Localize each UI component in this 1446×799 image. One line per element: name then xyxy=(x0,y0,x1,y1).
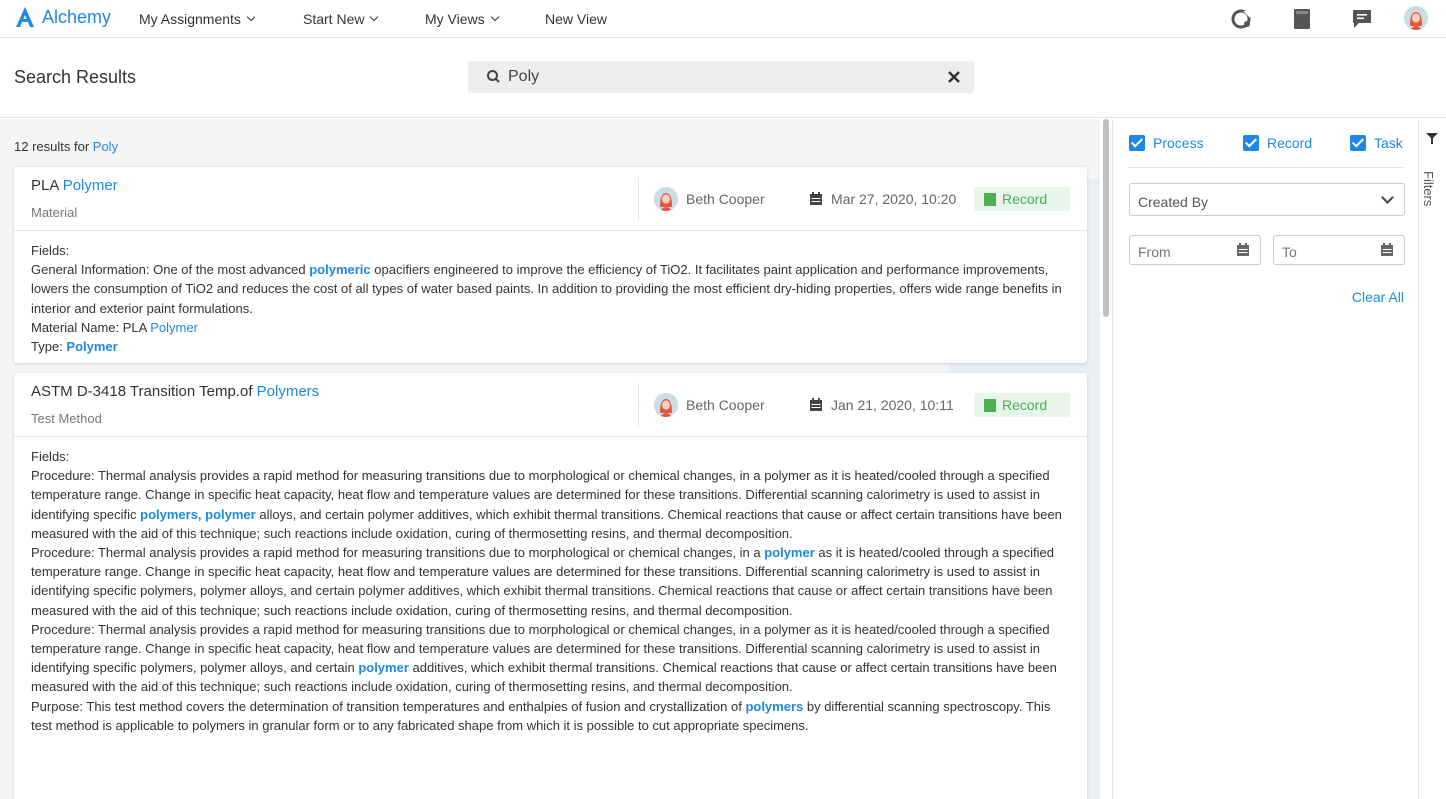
record-icon xyxy=(984,193,996,206)
field-highlight: Polymer xyxy=(66,339,118,355)
result-date xyxy=(809,191,956,207)
field-highlight: polymer xyxy=(764,545,815,561)
user-avatar-icon xyxy=(1404,6,1428,30)
results-query[interactable]: Poly xyxy=(92,139,119,154)
result-title-text: ASTM D-3418 Transition Temp.of xyxy=(31,383,257,400)
badge-label: Record xyxy=(1002,191,1048,207)
checkbox-checked-icon xyxy=(1243,135,1259,151)
chat-icon[interactable] xyxy=(1350,7,1374,31)
field-purpose xyxy=(31,697,1070,735)
calendar-icon xyxy=(809,192,823,206)
chevron-down-icon xyxy=(370,13,378,21)
badge-label: Record xyxy=(1002,397,1048,413)
result-card[interactable] xyxy=(14,167,1087,363)
field-text: Procedure: Thermal analysis provides a rapid method for measuring transitions due to morphological or chemical changes, in a polymer as it is heated/cooled through a specified temperature range. Change in specific heat capacity, heat flow and temperature values are determined for these transitions. Differential scanning calorimetry is used to assist in identifying specific xyxy=(31,468,1050,522)
calendar-icon[interactable] xyxy=(1380,243,1394,257)
field-text: opacifiers engineered to improve the efficiency of TiO2. It facilitates paint application and performance improvements, lowers the consumption of TiO2 and reduces the cost of all types of water based paints. In addition to providing the most efficient dry-hiding properties, offers wide range benefits in interior and exterior paint formulations. xyxy=(31,262,1062,316)
owner-avatar xyxy=(654,187,678,211)
checkbox-checked-icon xyxy=(1350,135,1366,151)
field-highlight: polymers xyxy=(745,698,804,714)
calendar-icon xyxy=(809,398,823,412)
result-fields xyxy=(14,437,1087,745)
result-type: Test Method xyxy=(31,411,102,426)
field-text: Material Name: PLA xyxy=(31,319,151,335)
clear-search-icon[interactable] xyxy=(946,69,962,85)
nav-start-new-label: Start New xyxy=(303,11,365,27)
notebook-icon[interactable] xyxy=(1290,7,1314,31)
result-title-highlight: Polymers xyxy=(256,383,320,400)
calendar-icon[interactable] xyxy=(1236,243,1250,257)
search-input[interactable] xyxy=(508,61,928,93)
filter-record-label: Record xyxy=(1267,135,1313,151)
owner-name: Beth Cooper xyxy=(686,397,765,413)
results-count xyxy=(14,139,118,154)
field-highlight: polymers, polymer xyxy=(140,506,256,522)
to-date-placeholder: To xyxy=(1282,244,1297,260)
field-text: General Information: One of the most advanced xyxy=(31,262,310,278)
header-divider xyxy=(638,177,639,221)
nav-my-assignments[interactable] xyxy=(139,11,254,27)
field-type xyxy=(31,337,1070,356)
result-date xyxy=(809,397,954,413)
filter-task-checkbox[interactable] xyxy=(1350,135,1403,151)
field-highlight: polymer xyxy=(358,660,409,676)
owner-avatar-icon xyxy=(654,187,678,211)
chevron-down-icon xyxy=(490,13,498,21)
results-count-prefix: 12 results for xyxy=(14,139,90,154)
record-badge xyxy=(974,393,1070,417)
search-header xyxy=(0,38,1446,118)
nav-my-views-label: My Views xyxy=(425,11,485,27)
search-box[interactable] xyxy=(468,61,974,93)
result-fields xyxy=(14,231,1087,363)
results-pane xyxy=(0,119,1112,799)
created-by-select[interactable] xyxy=(1129,183,1405,216)
field-text: Purpose: This test method covers the determination of transition temperatures and enthalpies of fusion and crystallization of xyxy=(31,698,746,714)
result-title[interactable] xyxy=(31,383,319,400)
field-procedure xyxy=(31,543,1070,620)
filter-funnel-icon[interactable] xyxy=(1425,131,1439,145)
result-owner xyxy=(654,187,765,211)
owner-avatar xyxy=(654,393,678,417)
scrollbar-thumb[interactable] xyxy=(1103,119,1109,317)
created-by-placeholder: Created By xyxy=(1138,194,1209,210)
result-card-header xyxy=(14,167,1087,231)
refresh-icon[interactable] xyxy=(1230,7,1254,31)
filters-tab[interactable] xyxy=(1418,119,1446,799)
results-scrollbar[interactable] xyxy=(1100,119,1112,799)
field-text: Procedure: Thermal analysis provides a rapid method for measuring transitions due to morphological or chemical changes, in a polymer as it is heated/cooled through a specified temperature range. Change in specific heat capacity, heat flow and temperature values are determined for these transitions. Differential scanning calorimetry is used to assist in identifying specific polymers, polymer alloys, and certain xyxy=(31,621,1050,676)
field-text: Type: xyxy=(31,339,67,355)
nav-my-assignments-label: My Assignments xyxy=(139,11,241,27)
filter-task-label: Task xyxy=(1374,135,1403,151)
result-title-text: PLA xyxy=(31,177,63,194)
nav-start-new[interactable] xyxy=(303,11,377,27)
result-owner xyxy=(654,393,765,417)
clear-all-button[interactable]: Clear All xyxy=(1351,289,1404,305)
field-procedure xyxy=(31,466,1070,543)
logo-text: Alchemy xyxy=(42,6,112,27)
filter-record-checkbox[interactable] xyxy=(1243,135,1312,151)
header-divider xyxy=(638,383,639,427)
field-highlight: Polymer xyxy=(150,319,198,335)
field-text: alloys, and certain polymer additives, which exhibit thermal transitions. Chemical reactions that cause or affect certain transitions have been measured with the aid of this technique; such reactions include oxidation, curing of thermosetting resins, and thermal decomposition. xyxy=(31,506,1062,541)
field-text: Procedure: Thermal analysis provides a rapid method for measuring transitions due to morphological or chemical changes, in a xyxy=(31,545,765,561)
record-badge xyxy=(974,187,1070,211)
fields-label: Fields: xyxy=(31,243,70,258)
checkbox-checked-icon xyxy=(1129,135,1145,151)
field-text: as it is heated/cooled through a specified temperature range. Change in specific heat capacity, heat flow and temperature values are determined for these transitions. Differential scanning calorimetry is used to assist in identifying specific polymers, polymer alloys, and certain polymer additives, which exhibit thermal transitions. Chemical reactions that cause or affect certain transitions have been measured with the aid of this technique; such reactions include oxidation, curing of thermosetting resins, and thermal decomposition. xyxy=(31,545,1054,618)
filter-process-label: Process xyxy=(1153,135,1204,151)
to-date-field[interactable] xyxy=(1273,235,1405,265)
owner-name: Beth Cooper xyxy=(686,191,765,207)
record-icon xyxy=(984,399,996,412)
chevron-down-icon xyxy=(247,13,255,21)
date-text: Jan 21, 2020, 10:11 xyxy=(831,397,954,413)
filter-divider xyxy=(1129,167,1405,168)
field-text: additives, which exhibit thermal transitions. Chemical reactions that cause or affect certain transitions have been measured with the aid of this technique; such reactions include oxidation, curing of thermosetting resins, and thermal decomposition. xyxy=(31,660,1057,695)
field-material-name xyxy=(31,318,1070,337)
nav-new-view-label: New View xyxy=(545,11,607,27)
result-type: Material xyxy=(31,205,78,220)
field-text: by differential scanning spectroscopy. This test method is applicable to polymers in granular form or to any fabricated shape from which it is possible to cut appropriate specimens. xyxy=(31,698,1051,733)
field-general-information xyxy=(31,260,1070,318)
nav-new-view[interactable] xyxy=(545,11,607,27)
result-title-highlight: Polymer xyxy=(62,177,118,194)
filter-pane xyxy=(1112,119,1418,799)
search-icon xyxy=(486,69,502,85)
owner-avatar-icon xyxy=(654,393,678,417)
field-highlight: polymeric xyxy=(309,262,371,278)
result-title[interactable] xyxy=(31,177,118,194)
result-card-header xyxy=(14,373,1087,437)
from-date-placeholder: From xyxy=(1138,244,1171,260)
result-card[interactable] xyxy=(14,373,1087,799)
page-title: Search Results xyxy=(14,67,137,87)
top-nav xyxy=(0,0,1446,38)
alchemy-logo-icon xyxy=(14,6,36,28)
alchemy-logo[interactable] xyxy=(14,6,111,28)
date-text: Mar 27, 2020, 10:20 xyxy=(831,191,957,207)
fields-label: Fields: xyxy=(31,449,70,464)
nav-my-views[interactable] xyxy=(425,11,498,27)
filters-tab-label: Filters xyxy=(1421,171,1436,207)
field-procedure xyxy=(31,620,1070,697)
from-date-field[interactable] xyxy=(1129,235,1261,265)
chevron-down-icon xyxy=(1381,191,1394,204)
user-avatar[interactable] xyxy=(1404,6,1428,30)
filter-process-checkbox[interactable] xyxy=(1129,135,1204,151)
